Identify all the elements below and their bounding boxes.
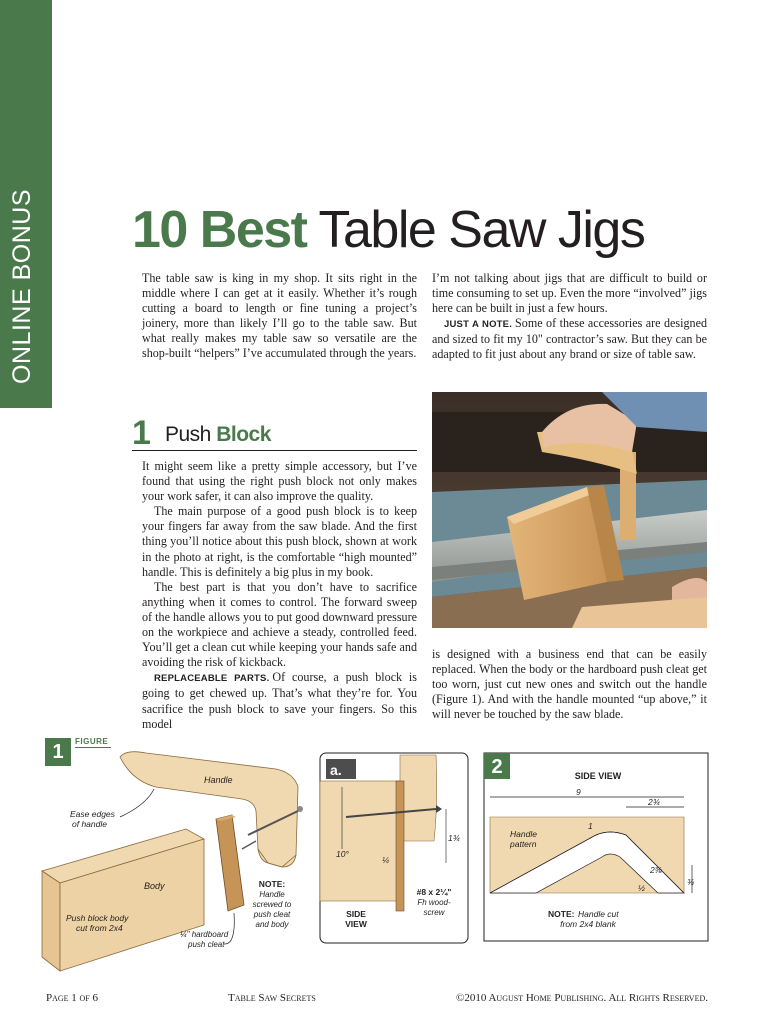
section-number: 1 xyxy=(132,414,151,452)
section-title-regular: Push xyxy=(165,423,211,446)
intro-left-column xyxy=(142,271,417,362)
footer-copyright: ©2010 August Home Publishing. All Rights Reserved. xyxy=(455,992,708,1004)
figure-1-number: 1 xyxy=(45,738,71,766)
dim-one-three-quarter: 1¾ xyxy=(448,833,460,843)
label-ease-edges-1: Ease edges xyxy=(70,809,115,819)
replaceable-parts-runin: REPLACEABLE PARTS. xyxy=(154,673,270,685)
figure-2-note-title: NOTE: xyxy=(548,909,575,919)
figure-2-note-2: from 2x4 blank xyxy=(560,919,616,929)
side-view-label-2: VIEW xyxy=(345,919,367,929)
note-line-2: screwed to xyxy=(252,900,292,909)
dim-three-quarter: ¾ xyxy=(687,877,695,887)
figure-2-number: 2 xyxy=(491,756,503,778)
dim-1: 1 xyxy=(588,821,593,831)
dim-half: ½ xyxy=(638,883,646,893)
note-title: NOTE: xyxy=(258,879,286,889)
replaceable-parts-text: Of course, a push block is going to get chewed up. That’s what they’re for. You sacrifice the push block to save your fingers. So this model xyxy=(142,670,417,731)
note-line-4: and body xyxy=(255,920,289,929)
figure-2 xyxy=(484,753,708,941)
label-push-block-body-1: Push block body xyxy=(66,913,129,923)
figure-1-word: FIGURE xyxy=(75,737,109,746)
section-heading xyxy=(132,414,417,452)
section-paragraph: It might seem like a pretty simple accessory, but I’ve found that using the right push block not only makes your work safer, it can also improve the quality. xyxy=(142,459,417,504)
label-body: Body xyxy=(144,881,165,891)
handle-pattern-2: pattern xyxy=(510,839,537,849)
screw-label-1: #8 x 2¼" xyxy=(416,887,452,897)
section-body-left xyxy=(142,459,417,732)
note-line-3: push cleat xyxy=(253,910,291,919)
figure-2-note-1: Handle cut xyxy=(578,909,619,919)
section-paragraph: The main purpose of a good push block is to keep your fingers far away from the saw blade. And the first thing you’ll notice about this push block, shown at work in the photo at right, is the comfortable “high mounted” handle. This is definitely a big plus in my book. xyxy=(142,504,417,579)
intro-right-column xyxy=(432,271,707,363)
push-block-photo-art xyxy=(432,392,707,628)
label-push-block-body-2: cut from 2x4 xyxy=(76,923,123,933)
intro-paragraph: The table saw is king in my shop. It sits right in the middle where I can get at it easily. Whether it’s rough cutting a board to length or fine tuning a project’s joinery, more than likely I’ll go to the table saw. But what really makes my table saw so versatile are the shop-built “helpers” I’ve accumulated through the years. xyxy=(142,271,417,361)
handle-pattern-1: Handle xyxy=(510,829,537,839)
section-paragraph-cont: is designed with a business end that can be easily replaced. When the body or the hardboard push cleat get too worn, just cut new ones and switch out the handle (Figure 1). And with the handle mounted “up above,” it will never be touched by the saw blade. xyxy=(432,647,707,722)
section-paragraph: The best part is that you don’t have to sacrifice anything when it comes to control. The forward sweep of the handle allows you to put good downward pressure on the workpiece and achieve a steady, controlled feed. You’ll get a clean cut while keeping your hands safe and avoiding the risk of kickback. xyxy=(142,579,417,670)
note-line-1: Handle xyxy=(259,890,285,899)
section-title-bold: Block xyxy=(216,423,271,446)
title-regular: Table Saw Jigs xyxy=(318,201,645,259)
dim-two-three-eighths: 2⅜ xyxy=(650,865,662,875)
online-bonus-tab xyxy=(0,0,52,408)
push-block-photo xyxy=(432,392,707,628)
footer-page-number: Page 1 of 6 xyxy=(46,992,99,1004)
side-view-label-1: SIDE xyxy=(346,909,366,919)
label-ease-edges-2: of handle xyxy=(72,819,107,829)
footer-publication: Table Saw Secrets xyxy=(228,992,316,1004)
section-body-right xyxy=(432,647,707,722)
intro-paragraph-2: I’m not talking about jigs that are difficult to build or time consuming to set up. Even the more “involved” jigs here can be built in just a few hours. xyxy=(432,271,707,316)
just-a-note-runin: JUST A NOTE. xyxy=(444,319,513,331)
detail-a-letter: a. xyxy=(330,762,342,778)
replaceable-parts-paragraph xyxy=(142,670,417,731)
figure-1-illustration xyxy=(42,752,303,971)
detail-a xyxy=(320,753,468,943)
just-a-note-text: Some of these accessories are designed and sized to fit my 10" contractor’s saw. But they can be adapted to fit just about any brand or size of table saw. xyxy=(432,316,708,362)
label-hardboard-2: push cleat xyxy=(188,940,225,949)
dim-9: 9 xyxy=(576,787,581,797)
page-title xyxy=(132,200,644,260)
section-title xyxy=(165,423,271,447)
side-view-title: SIDE VIEW xyxy=(574,771,622,781)
screw-label-3: screw xyxy=(423,908,445,917)
dim-two-three-quarter: 2¾ xyxy=(648,797,660,807)
online-bonus-label: ONLINE BONUS xyxy=(8,189,36,384)
title-bold: 10 Best xyxy=(132,201,307,259)
label-hardboard-1: ¼" hardboard xyxy=(180,930,229,939)
figures-drawing xyxy=(36,745,716,973)
screw-label-2: Fh wood- xyxy=(417,898,451,907)
dim-quarter: ¼ xyxy=(382,855,390,865)
label-handle: Handle xyxy=(204,775,233,785)
dim-10-degree: 10° xyxy=(336,849,349,859)
just-a-note-paragraph xyxy=(432,316,707,362)
